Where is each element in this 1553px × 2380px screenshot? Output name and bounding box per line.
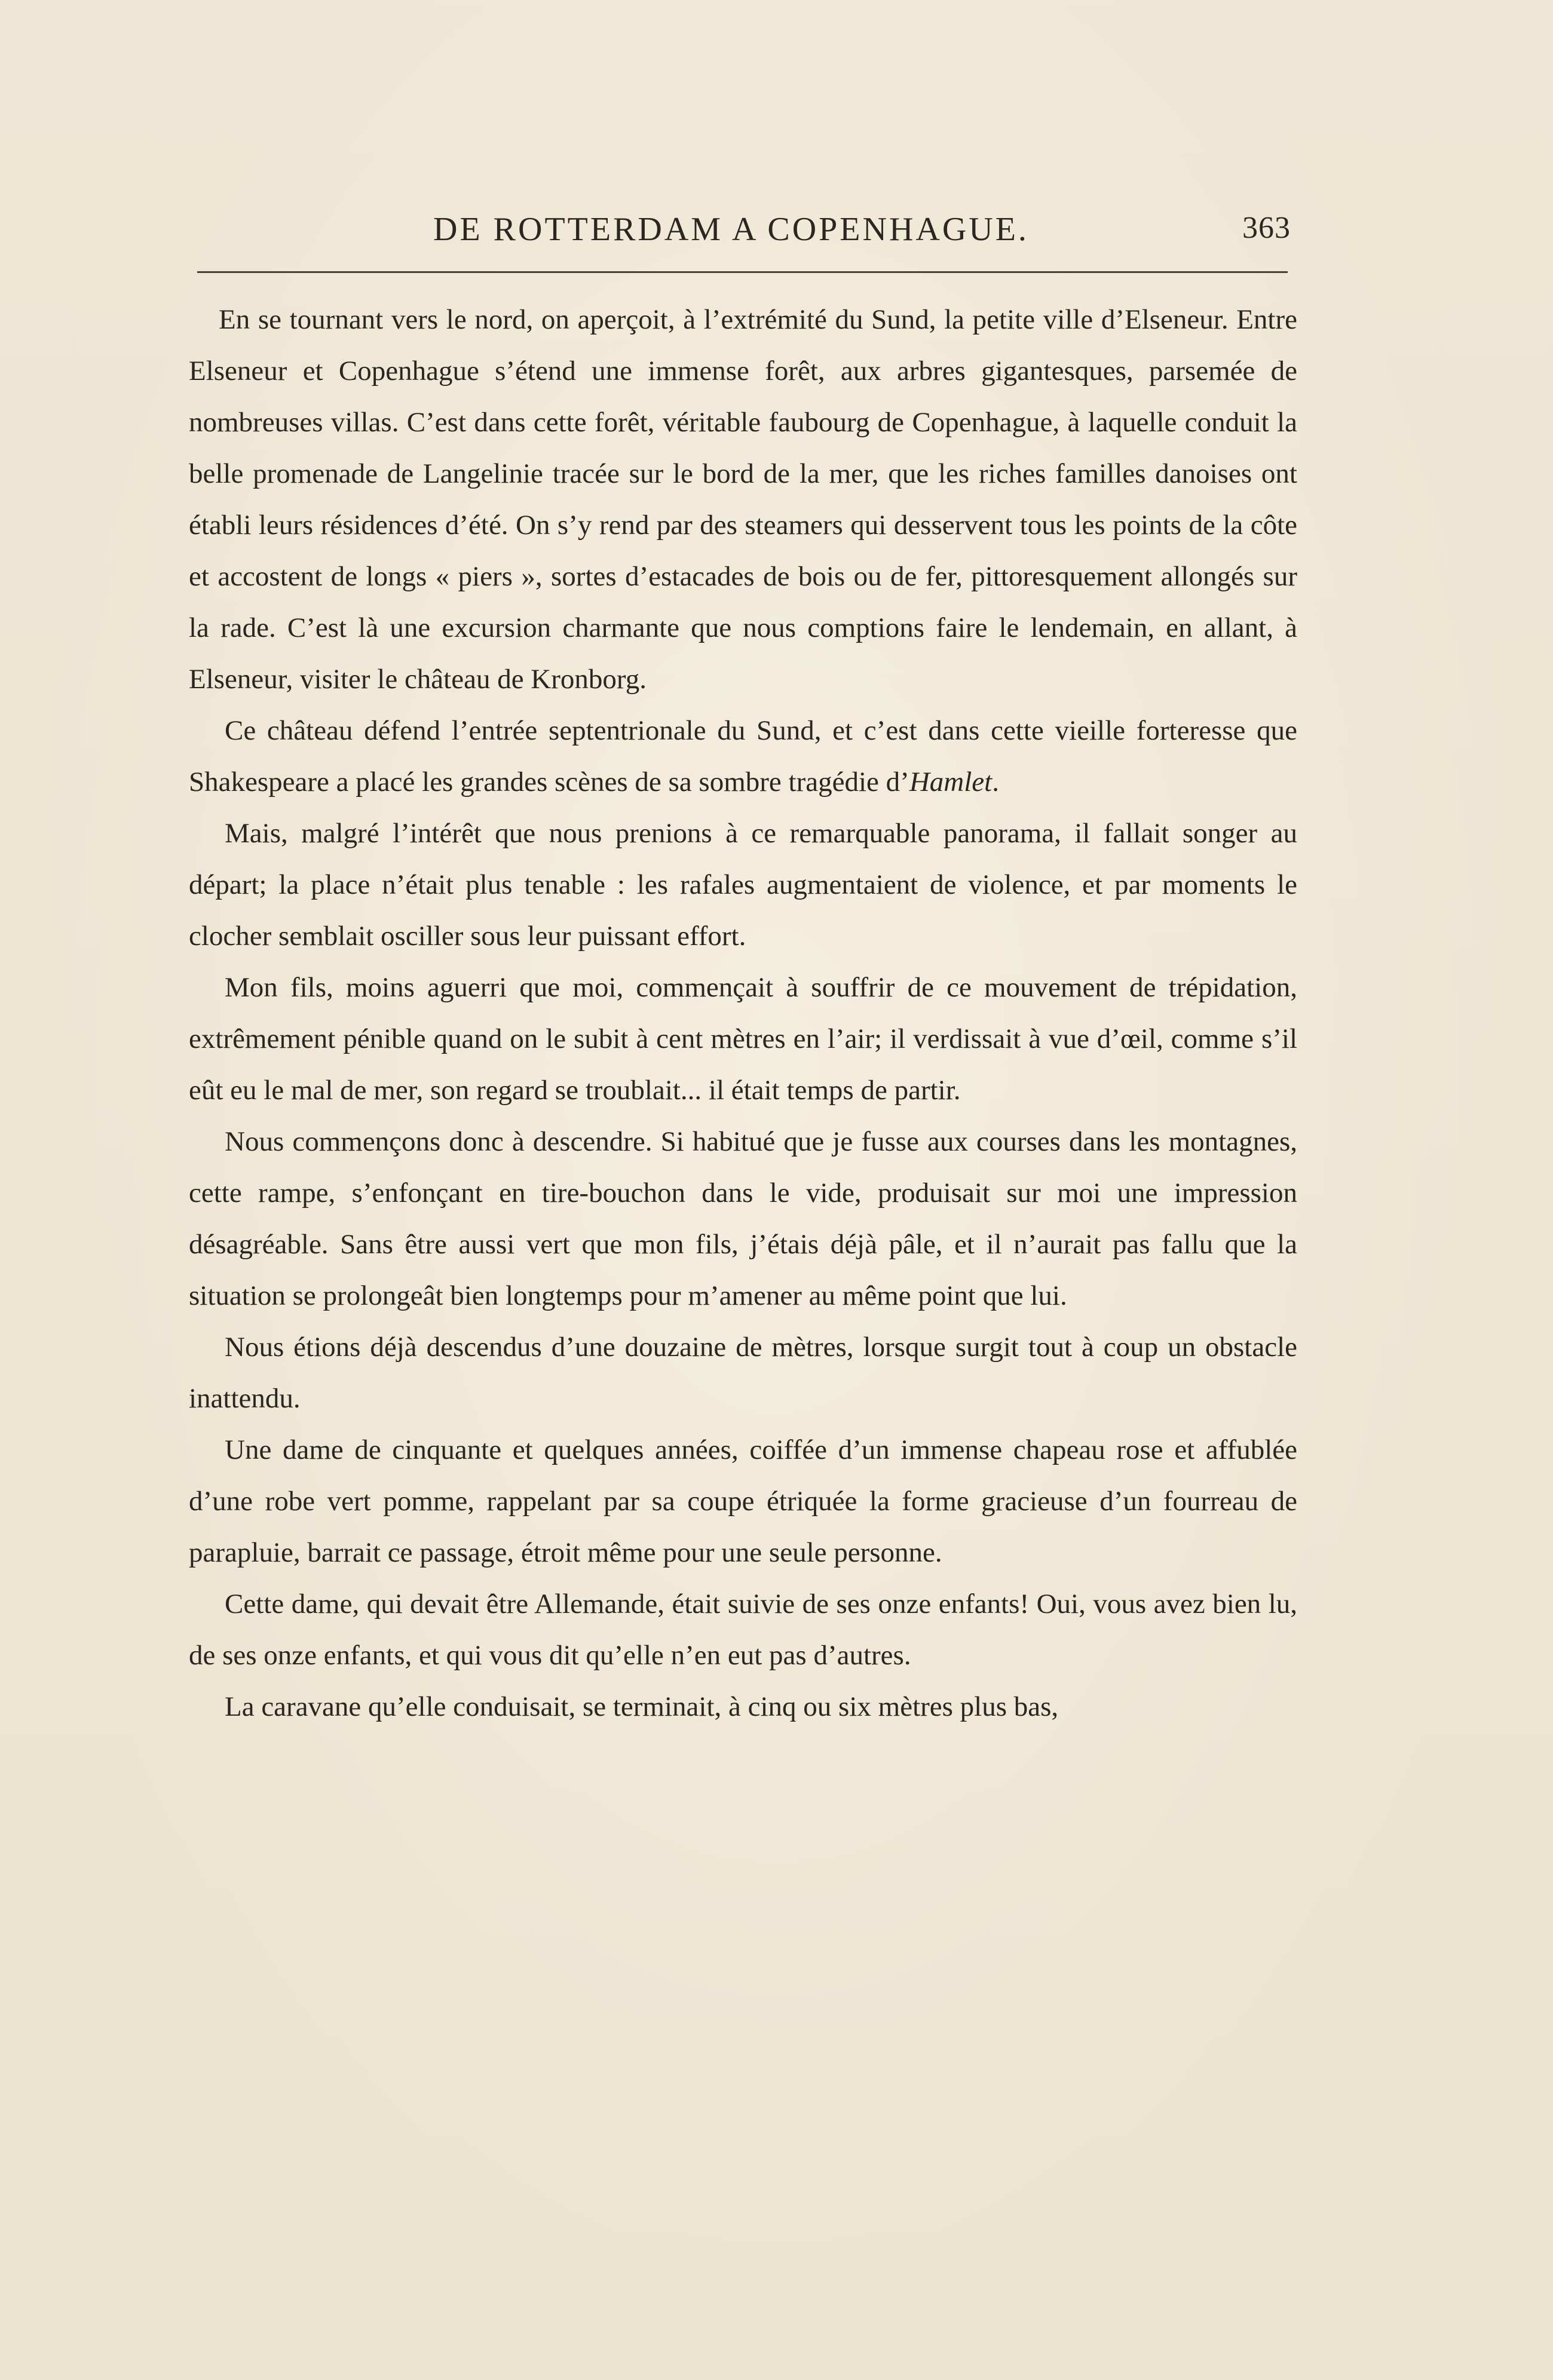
page-number: 363 [1242,211,1291,245]
paragraph-text: Ce château défend l’entrée septentrionale du Sund, et c’est dans cette vieille forteresse que Shakespeare a placé les grandes scènes de sa sombre tragédie d’ [189,715,1297,798]
paragraph: Cette dame, qui devait être Allemande, était suivie de ses onze enfants! Oui, vous avez bien lu, de ses onze enfants, et qui vous dit qu’elle n’en eut pas d’autres. [189,1588,1297,1671]
header-rule [197,271,1288,273]
italic-title: Hamlet [909,766,993,798]
page-header [197,210,1291,252]
paragraph: En se tournant vers le nord, on aperçoit, à l’extrémité du Sund, la petite ville d’Elseneur. Entre Elseneur et Copenhague s’étend une immense forêt, aux arbres gigantesques, parsemée de nombreuses villas. C’est dans cette forêt, véritable faubourg de Copenhague, à laquelle conduit la belle promenade de Langelinie tracée sur le bord de la mer, que les riches familles danoises ont établi leurs résidences d’été. On s’y rend par des steamers qui desservent tous les points de la côte et accostent de longs « piers », sortes d’estacades de bois ou de fer, pittoresquement allongés sur la rade. C’est là une excursion charmante que nous comptions faire le lendemain, en allant, à Elseneur, visiter le château de Kronborg. [189,304,1297,695]
paragraph: Une dame de cinquante et quelques années, coiffée d’un immense chapeau rose et affublée d’une robe vert pomme, rappelant par sa coupe étriquée la forme gracieuse d’un fourreau de parapluie, barrait ce passage, étroit même pour une seule personne. [189,1434,1297,1568]
paragraph: Nous commençons donc à descendre. Si habitué que je fusse aux courses dans les montagnes, cette rampe, s’enfonçant en tire-bouchon dans le vide, produisait sur moi une impression désagréable. Sans être aussi vert que mon fils, j’étais déjà pâle, et il n’aurait pas fallu que la situation se prolongeât bien longtemps pour m’amener au même point que lui. [189,1126,1297,1311]
paragraph: Mon fils, moins aguerri que moi, commençait à souffrir de ce mouvement de trépidation, extrêmement pénible quand on le subit à cent mètres en l’air; il verdissait à vue d’œil, comme s’il eût eu le mal de mer, son regard se troublait... il était temps de partir. [189,972,1297,1106]
paragraph-text: . [992,766,999,798]
paragraph [189,705,1297,808]
running-title: DE ROTTERDAM A COPENHAGUE. [433,211,1029,248]
paragraph: Nous étions déjà descendus d’une douzaine de mètres, lorsque surgit tout à coup un obstacle inattendu. [189,1332,1297,1414]
paragraph: La caravane qu’elle conduisait, se terminait, à cinq ou six mètres plus bas, [225,1691,1059,1722]
paragraph: Mais, malgré l’intérêt que nous prenions à ce remarquable panorama, il fallait songer au départ; la place n’était plus tenable : les rafales augmentaient de violence, et par moments le clocher semblait osciller sous leur puissant effort. [189,818,1297,952]
body-text [189,294,1297,1732]
